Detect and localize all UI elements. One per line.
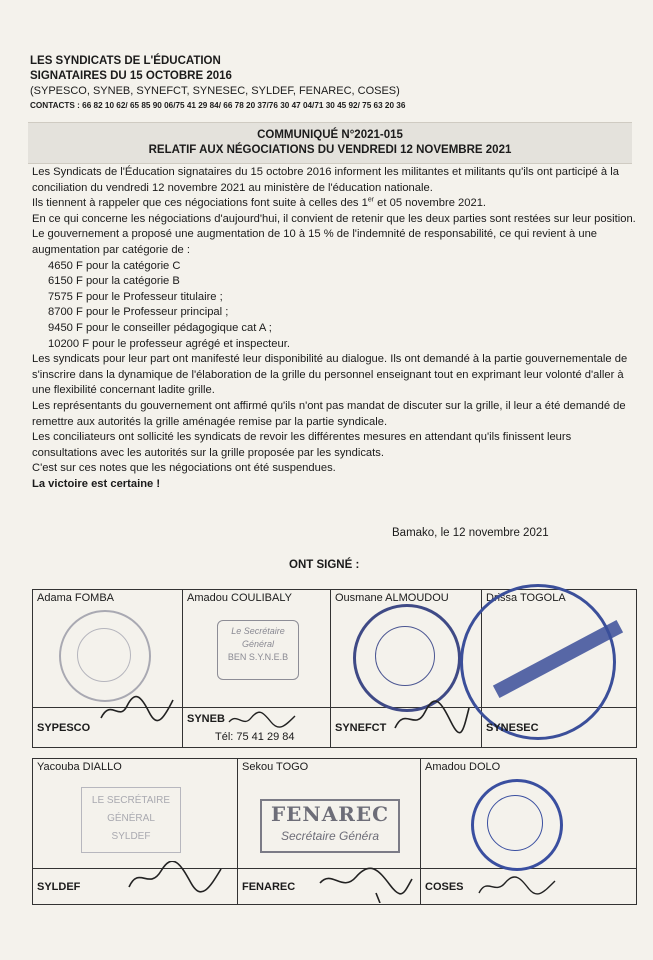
list-item: 6150 F pour la catégorie B: [48, 275, 180, 288]
signatory-cell: [421, 759, 637, 869]
signature-icon: [316, 863, 416, 903]
list-item: 9450 F pour le conseiller pédagogique cat A ;: [48, 321, 272, 334]
paragraph-8: C'est sur ces notes que les négociations ont été suspendues.: [32, 462, 336, 475]
closing-slogan: La victoire est certaine !: [32, 477, 161, 490]
header-contacts: CONTACTS : 66 82 10 62/ 65 85 90 06/75 41 29 84/ 66 78 20 37/76 30 47 04/71 30 45 92/ 75 63 20 36: [30, 101, 406, 110]
union-label: COSES: [425, 880, 464, 893]
header-line-2: SIGNATAIRES DU 15 OCTOBRE 2016: [30, 70, 232, 82]
paragraph-6: Les représentants du gouvernement ont affirmé qu'ils n'ont pas mandat de discuter sur la grille, il leur a été demandé de remettre aux autorités la grille aménagée remise par la partie syndicale.: [32, 399, 626, 428]
header-line-1: LES SYNDICATS DE L'ÉDUCATION: [30, 55, 221, 67]
paragraph-3: En ce qui concerne les négociations d'aujourd'hui, il convient de retenir que les deux parties sont restées sur leur position.: [32, 212, 636, 225]
list-item: 10200 F pour le professeur agrégé et inspecteur.: [48, 337, 290, 350]
signatory-cell: [183, 590, 331, 708]
stamp-inner-icon: [487, 795, 543, 851]
paragraph-5: Les syndicats pour leur part ont manifesté leur disponibilité au dialogue. Ils ont demandé à la partie gouvernementale de s'inscrire dans la dynamique de l'élaboration de la grille du personnel enseignant tout en exprimant leur volonté d'aller à une flexibilité concernant ladite grille.: [32, 353, 628, 397]
stamp-syneb-icon: [217, 620, 299, 680]
union-cell: [238, 869, 421, 905]
union-label: FENAREC: [242, 880, 296, 893]
stamp-text: Le Secrétaire: [231, 626, 285, 636]
union-cell: [482, 708, 637, 748]
stamp-text: FENAREC: [270, 802, 390, 826]
communique-title: COMMUNIQUÉ N°2021-015: [257, 129, 403, 141]
signatories-table-1: [32, 589, 637, 748]
stamp-syldef-icon: [81, 787, 181, 853]
signatory-cell: [33, 590, 183, 708]
signature-icon: [97, 694, 177, 724]
signature-icon: [477, 873, 557, 899]
communique-body: [32, 165, 637, 492]
list-item: 4650 F pour la catégorie C: [48, 259, 181, 272]
paragraph-7: Les conciliateurs ont sollicité les syndicats de revoir les différentes mesures en attendant qu'ils finissent leurs consultations avec les autorités sur la grille proposée par les syndicats.: [32, 431, 572, 459]
paragraph-4: Le gouvernement a proposé une augmentation de 10 à 15 % de l'indemnité de responsabilité, ce qui revient à une augmentation par catégorie de :: [32, 228, 598, 256]
union-label: SYNEB: [187, 712, 225, 725]
communique-subtitle: RELATIF AUX NÉGOCIATIONS DU VENDREDI 12 NOVEMBRE 2021: [148, 144, 512, 156]
paragraph-2: [32, 196, 637, 212]
superscript: er: [367, 196, 375, 204]
signatory-cell: [331, 590, 482, 708]
signatory-name: Sekou TOGO: [242, 761, 309, 773]
phone-number: Tél: 75 41 29 84: [215, 730, 295, 743]
date-line: Bamako, le 12 novembre 2021: [392, 527, 549, 539]
signed-label: ONT SIGNÉ :: [289, 559, 360, 571]
signatory-cell: [482, 590, 637, 708]
stamp-text: Général: [241, 639, 275, 649]
stamp-text: SYLDEF: [111, 831, 151, 842]
signatories-table-2: [32, 758, 637, 905]
union-label: SYPESCO: [37, 721, 91, 734]
stamp-text: BEN S.Y.N.E.B: [227, 652, 289, 662]
paragraph-2-end: et 05 novembre 2021.: [374, 197, 487, 210]
signatory-name: Yacouba DIALLO: [37, 761, 122, 773]
letterhead: [30, 54, 405, 112]
signatory-name: Amadou COULIBALY: [187, 592, 292, 604]
stamp-inner-icon: [77, 628, 131, 682]
union-label: SYLDEF: [37, 880, 81, 893]
signatory-name: Ousmane ALMOUDOU: [335, 592, 449, 604]
signatory-name: Drissa TOGOLA: [486, 592, 566, 604]
paragraph-1: Les Syndicats de l'Éducation signataires du 15 octobre 2016 informent les militantes et militants qu'ils ont participé à la conciliation du vendredi 12 novembre 2021 au ministère de l'éducation nationale.: [32, 166, 619, 194]
header-line-3: (SYPESCO, SYNEB, SYNEFCT, SYNESEC, SYLDEF, FENAREC, COSES): [30, 85, 400, 97]
union-cell: [33, 869, 238, 905]
stamp-text: GÉNÉRAL: [107, 813, 155, 824]
signatory-cell: [33, 759, 238, 869]
union-cell: [33, 708, 183, 748]
communique-banner: [28, 122, 632, 164]
signatory-name: Amadou DOLO: [425, 761, 501, 773]
stamp-text: Secrétaire Généra: [280, 829, 380, 843]
signature-icon: [391, 698, 471, 738]
signatory-cell: [238, 759, 421, 869]
union-cell: [421, 869, 637, 905]
signatory-name: Adama FOMBA: [37, 592, 115, 604]
signature-icon: [125, 861, 225, 895]
paragraph-2-text: Ils tiennent à rappeler que ces négociations font suite à celles des 1: [32, 197, 368, 210]
union-cell: [183, 708, 331, 748]
union-label: SYNESEC: [486, 721, 539, 734]
list-item: 7575 F pour le Professeur titulaire ;: [48, 290, 223, 303]
union-label: SYNEFCT: [335, 721, 387, 734]
list-item: 8700 F pour le Professeur principal ;: [48, 306, 229, 319]
stamp-text: LE SECRÉTAIRE: [91, 795, 171, 806]
stamp-fenarec-icon: [260, 799, 400, 853]
stamp-inner-icon: [375, 626, 435, 686]
union-cell: [331, 708, 482, 748]
signature-icon: [227, 710, 297, 730]
